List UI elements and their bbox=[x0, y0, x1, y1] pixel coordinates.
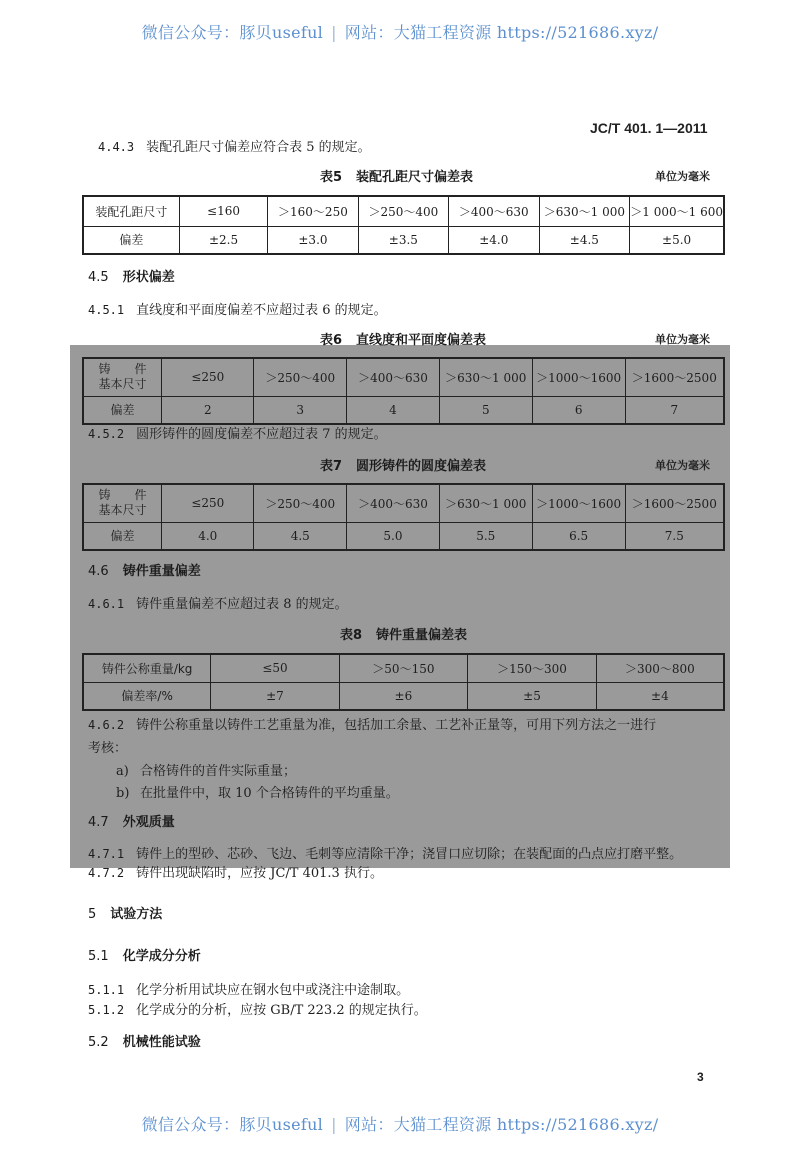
section-4-6: 4.6 铸件重量偏差 bbox=[88, 564, 201, 579]
table8-value-row bbox=[83, 682, 724, 710]
table6-cell: 6 bbox=[532, 396, 625, 424]
table8-col: ≤50 bbox=[211, 654, 339, 682]
table8-cell: ±6 bbox=[339, 682, 468, 710]
table7-col: ≤250 bbox=[162, 484, 254, 522]
table6-cell: 7 bbox=[625, 396, 724, 424]
table6-col: ＞630～1 000 bbox=[439, 358, 532, 396]
clause-4-6-1: 4.6.1 铸件重量偏差不应超过表 8 的规定。 bbox=[88, 597, 348, 612]
table8-caption: 表8 铸件重量偏差表 bbox=[340, 628, 468, 643]
clause-4-6-2-cont: 考核： bbox=[88, 741, 128, 756]
table7-cell: 6.5 bbox=[532, 522, 625, 550]
table8 bbox=[82, 653, 725, 711]
table7-cell: 5.0 bbox=[347, 522, 440, 550]
table5-col: ≤160 bbox=[179, 196, 267, 226]
table7 bbox=[82, 483, 725, 551]
table8-cell: ±7 bbox=[211, 682, 339, 710]
table6-cell: 4 bbox=[347, 396, 440, 424]
watermark-site: 网站：大猫工程资源 https://521686.xyz/ bbox=[344, 1115, 659, 1134]
watermark-top bbox=[0, 20, 800, 43]
section-5-1: 5.1 化学成分分析 bbox=[88, 949, 201, 964]
table7-col: ＞1000～1600 bbox=[532, 484, 625, 522]
table6-header-row bbox=[83, 358, 724, 396]
clause-5-1-1: 5.1.1 化学分析用试块应在钢水包中或浇注中途制取。 bbox=[88, 983, 410, 998]
clause-4-4-3: 4.4.3 装配孔距尺寸偏差应符合表 5 的规定。 bbox=[98, 140, 371, 155]
table7-col: ＞1600～2500 bbox=[625, 484, 724, 522]
table7-value-row bbox=[83, 522, 724, 550]
table8-cell: ±5 bbox=[468, 682, 597, 710]
table6 bbox=[82, 357, 725, 425]
table5-header-row bbox=[83, 196, 724, 226]
section-4-7: 4.7 外观质量 bbox=[88, 815, 175, 830]
table7-header-row bbox=[83, 484, 724, 522]
section-5: 5 试验方法 bbox=[88, 907, 163, 922]
table7-cell: 5.5 bbox=[439, 522, 532, 550]
table6-cell: 5 bbox=[439, 396, 532, 424]
table8-col: ＞150～300 bbox=[468, 654, 597, 682]
section-5-2: 5.2 机械性能试验 bbox=[88, 1035, 201, 1050]
table7-unit: 单位为毫米 bbox=[655, 459, 710, 472]
table7-cell: 4.0 bbox=[162, 522, 254, 550]
table6-cell: 2 bbox=[162, 396, 254, 424]
clause-4-7-1: 4.7.1 铸件上的型砂、芯砂、飞边、毛刺等应清除干净；浇冒口应切除；在装配面的凸点应打磨平整。 bbox=[88, 847, 683, 862]
table6-value-row bbox=[83, 396, 724, 424]
table6-caption: 表6 直线度和平面度偏差表 bbox=[320, 333, 487, 348]
watermark-site: 网站：大猫工程资源 https://521686.xyz/ bbox=[344, 23, 659, 42]
clause-4-6-2: 4.6.2 铸件公称重量以铸件工艺重量为准，包括加工余量、工艺补正量等，可用下列方法之一进行 bbox=[88, 718, 657, 733]
list-item-a: a) 合格铸件的首件实际重量； bbox=[116, 764, 297, 779]
table6-value-header: 偏差 bbox=[83, 396, 162, 424]
table6-col: ＞1000～1600 bbox=[532, 358, 625, 396]
table6-col: ＞250～400 bbox=[254, 358, 347, 396]
table6-col: ＞400～630 bbox=[347, 358, 440, 396]
table7-col: ＞630～1 000 bbox=[439, 484, 532, 522]
table5-cell: ±3.0 bbox=[268, 226, 358, 254]
standard-code: JC/T 401. 1—2011 bbox=[590, 120, 708, 136]
table5-unit: 单位为毫米 bbox=[655, 170, 710, 183]
table5-col: ＞250～400 bbox=[358, 196, 448, 226]
table7-col: ＞250～400 bbox=[254, 484, 347, 522]
list-item-b: b) 在批量件中，取 10 个合格铸件的平均重量。 bbox=[116, 786, 399, 801]
table5-cell: ±2.5 bbox=[179, 226, 267, 254]
table6-col: ＞1600～2500 bbox=[625, 358, 724, 396]
table7-cell: 7.5 bbox=[625, 522, 724, 550]
table5-col: ＞400～630 bbox=[449, 196, 539, 226]
table5-cell: ±5.0 bbox=[630, 226, 724, 254]
table7-cell: 4.5 bbox=[254, 522, 347, 550]
table8-value-header: 偏差率/% bbox=[83, 682, 211, 710]
table5-value-row bbox=[83, 226, 724, 254]
table7-row-header: 铸 件 基本尺寸 bbox=[83, 484, 162, 522]
clause-4-5-1: 4.5.1 直线度和平面度偏差不应超过表 6 的规定。 bbox=[88, 303, 387, 318]
table5-col: ＞1 000～1 600 bbox=[630, 196, 724, 226]
table7-value-header: 偏差 bbox=[83, 522, 162, 550]
section-4-5: 4.5 形状偏差 bbox=[88, 270, 175, 285]
table8-header-row bbox=[83, 654, 724, 682]
watermark-bottom bbox=[0, 1112, 800, 1135]
table5-cell: ±4.0 bbox=[449, 226, 539, 254]
clause-4-7-2: 4.7.2 铸件出现缺陷时，应按 JC/T 401.3 执行。 bbox=[88, 866, 383, 881]
watermark-wechat: 微信公众号：豚贝useful bbox=[141, 23, 324, 42]
watermark-wechat: 微信公众号：豚贝useful bbox=[141, 1115, 324, 1134]
table8-col: ＞300～800 bbox=[596, 654, 724, 682]
table6-col: ≤250 bbox=[162, 358, 254, 396]
table5-row-header: 装配孔距尺寸 bbox=[83, 196, 179, 226]
clause-5-1-2: 5.1.2 化学成分的分析，应按 GB/T 223.2 的规定执行。 bbox=[88, 1003, 427, 1018]
table7-caption: 表7 圆形铸件的圆度偏差表 bbox=[320, 459, 487, 474]
table6-cell: 3 bbox=[254, 396, 347, 424]
watermark-separator: | bbox=[331, 23, 337, 42]
table5-caption: 表5 装配孔距尺寸偏差表 bbox=[320, 170, 474, 185]
table5-value-header: 偏差 bbox=[83, 226, 179, 254]
table5-cell: ±3.5 bbox=[358, 226, 448, 254]
page-number: 3 bbox=[697, 1070, 704, 1084]
table8-col: ＞50～150 bbox=[339, 654, 468, 682]
clause-4-5-2: 4.5.2 圆形铸件的圆度偏差不应超过表 7 的规定。 bbox=[88, 427, 387, 442]
table7-col: ＞400～630 bbox=[347, 484, 440, 522]
table5-col: ＞630～1 000 bbox=[539, 196, 630, 226]
table8-row-header: 铸件公称重量/kg bbox=[83, 654, 211, 682]
table5 bbox=[82, 195, 725, 255]
table6-row-header: 铸 件 基本尺寸 bbox=[83, 358, 162, 396]
table5-col: ＞160～250 bbox=[268, 196, 358, 226]
table8-cell: ±4 bbox=[596, 682, 724, 710]
table5-cell: ±4.5 bbox=[539, 226, 630, 254]
table6-unit: 单位为毫米 bbox=[655, 333, 710, 346]
watermark-separator: | bbox=[331, 1115, 337, 1134]
